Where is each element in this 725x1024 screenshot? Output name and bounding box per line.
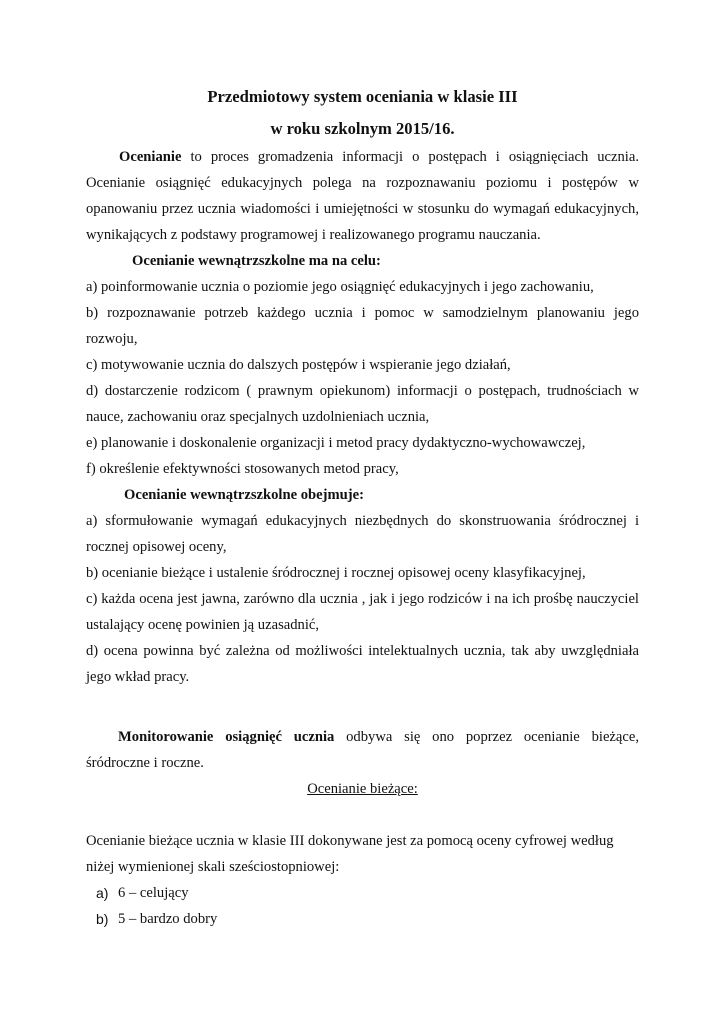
scope-item-b: b) ocenianie bieżące i ustalenie śródrocznej i rocznej opisowej oceny klasyfikacyjnej, bbox=[86, 565, 586, 581]
document-title-line-1: Przedmiotowy system oceniania w klasie III bbox=[207, 87, 518, 106]
scope-heading bbox=[86, 482, 639, 508]
list-marker: a) bbox=[96, 885, 109, 901]
grade-label: 5 – bardzo dobry bbox=[118, 911, 218, 927]
goals-heading-text: Ocenianie wewnątrzszkolne ma na celu: bbox=[132, 253, 381, 269]
grade-list bbox=[86, 880, 639, 932]
grade-label: 6 – celujący bbox=[118, 885, 189, 901]
list-item bbox=[86, 906, 639, 932]
scope-item-d: d) ocena powinna być zależna od możliwości intelektualnych ucznia, tak aby uwzględniała jego wkład pracy. bbox=[86, 643, 639, 685]
intro-term: Ocenianie bbox=[119, 149, 182, 165]
monitoring-paragraph bbox=[86, 724, 639, 776]
document-body bbox=[86, 144, 639, 932]
current-heading: Ocenianie bieżące: bbox=[307, 781, 418, 797]
intro-paragraph bbox=[86, 144, 639, 248]
spacer bbox=[86, 802, 639, 828]
monitoring-text: odbywa się ono poprzez ocenianie bieżące, śródroczne i roczne. bbox=[86, 729, 639, 771]
list-marker: b) bbox=[96, 911, 109, 927]
goals-item-e: e) planowanie i doskonalenie organizacji i metod pracy dydaktyczno-wychowawczej, bbox=[86, 435, 586, 451]
monitoring-term: Monitorowanie osiągnięć ucznia bbox=[118, 729, 335, 745]
intro-text: to proces gromadzenia informacji o postępach i osiągnięciach ucznia. Ocenianie osiągnięć edukacyjnych polega na rozpoznawaniu poziomu i postępów w opanowaniu przez ucznia wiadomości i umiejętności w stosunku do wymagań edukacyjnych, wynikających z podstawy programowej i realizowanego programu nauczania. bbox=[86, 149, 639, 243]
goals-item-d: d) dostarczenie rodzicom ( prawnym opiekunom) informacji o postępach, trudnościach w nauce, zachowaniu oraz specjalnych uzdolnieniach ucznia, bbox=[86, 383, 639, 425]
scope-item-c: c) każda ocena jest jawna, zarówno dla ucznia , jak i jego rodziców i na ich prośbę nauczyciel ustalający ocenę powinien ją uzasadnić, bbox=[86, 591, 639, 633]
spacer-small bbox=[86, 716, 639, 724]
goals-heading bbox=[86, 248, 639, 274]
goals-item-a: a) poinformowanie ucznia o poziomie jego osiągnięć edukacyjnych i jego zachowaniu, bbox=[86, 279, 594, 295]
goals-item-b: b) rozpoznawanie potrzeb każdego ucznia i pomoc w samodzielnym planowaniu jego rozwoju, bbox=[86, 305, 639, 347]
goals-item-f: f) określenie efektywności stosowanych metod pracy, bbox=[86, 461, 399, 477]
document-title-line-2: w roku szkolnym 2015/16. bbox=[270, 119, 455, 138]
spacer bbox=[86, 690, 639, 716]
scope-heading-text: Ocenianie wewnątrzszkolne obejmuje: bbox=[124, 487, 364, 503]
list-item bbox=[86, 880, 639, 906]
current-paragraph: Ocenianie bieżące ucznia w klasie III dokonywane jest za pomocą oceny cyfrowej według niżej wymienionej skali sześciostopniowej: bbox=[86, 833, 614, 875]
scope-item-a: a) sformułowanie wymagań edukacyjnych niezbędnych do skonstruowania śródrocznej i rocznej opisowej oceny, bbox=[86, 513, 639, 555]
goals-item-c: c) motywowanie ucznia do dalszych postępów i wspieranie jego działań, bbox=[86, 357, 511, 373]
